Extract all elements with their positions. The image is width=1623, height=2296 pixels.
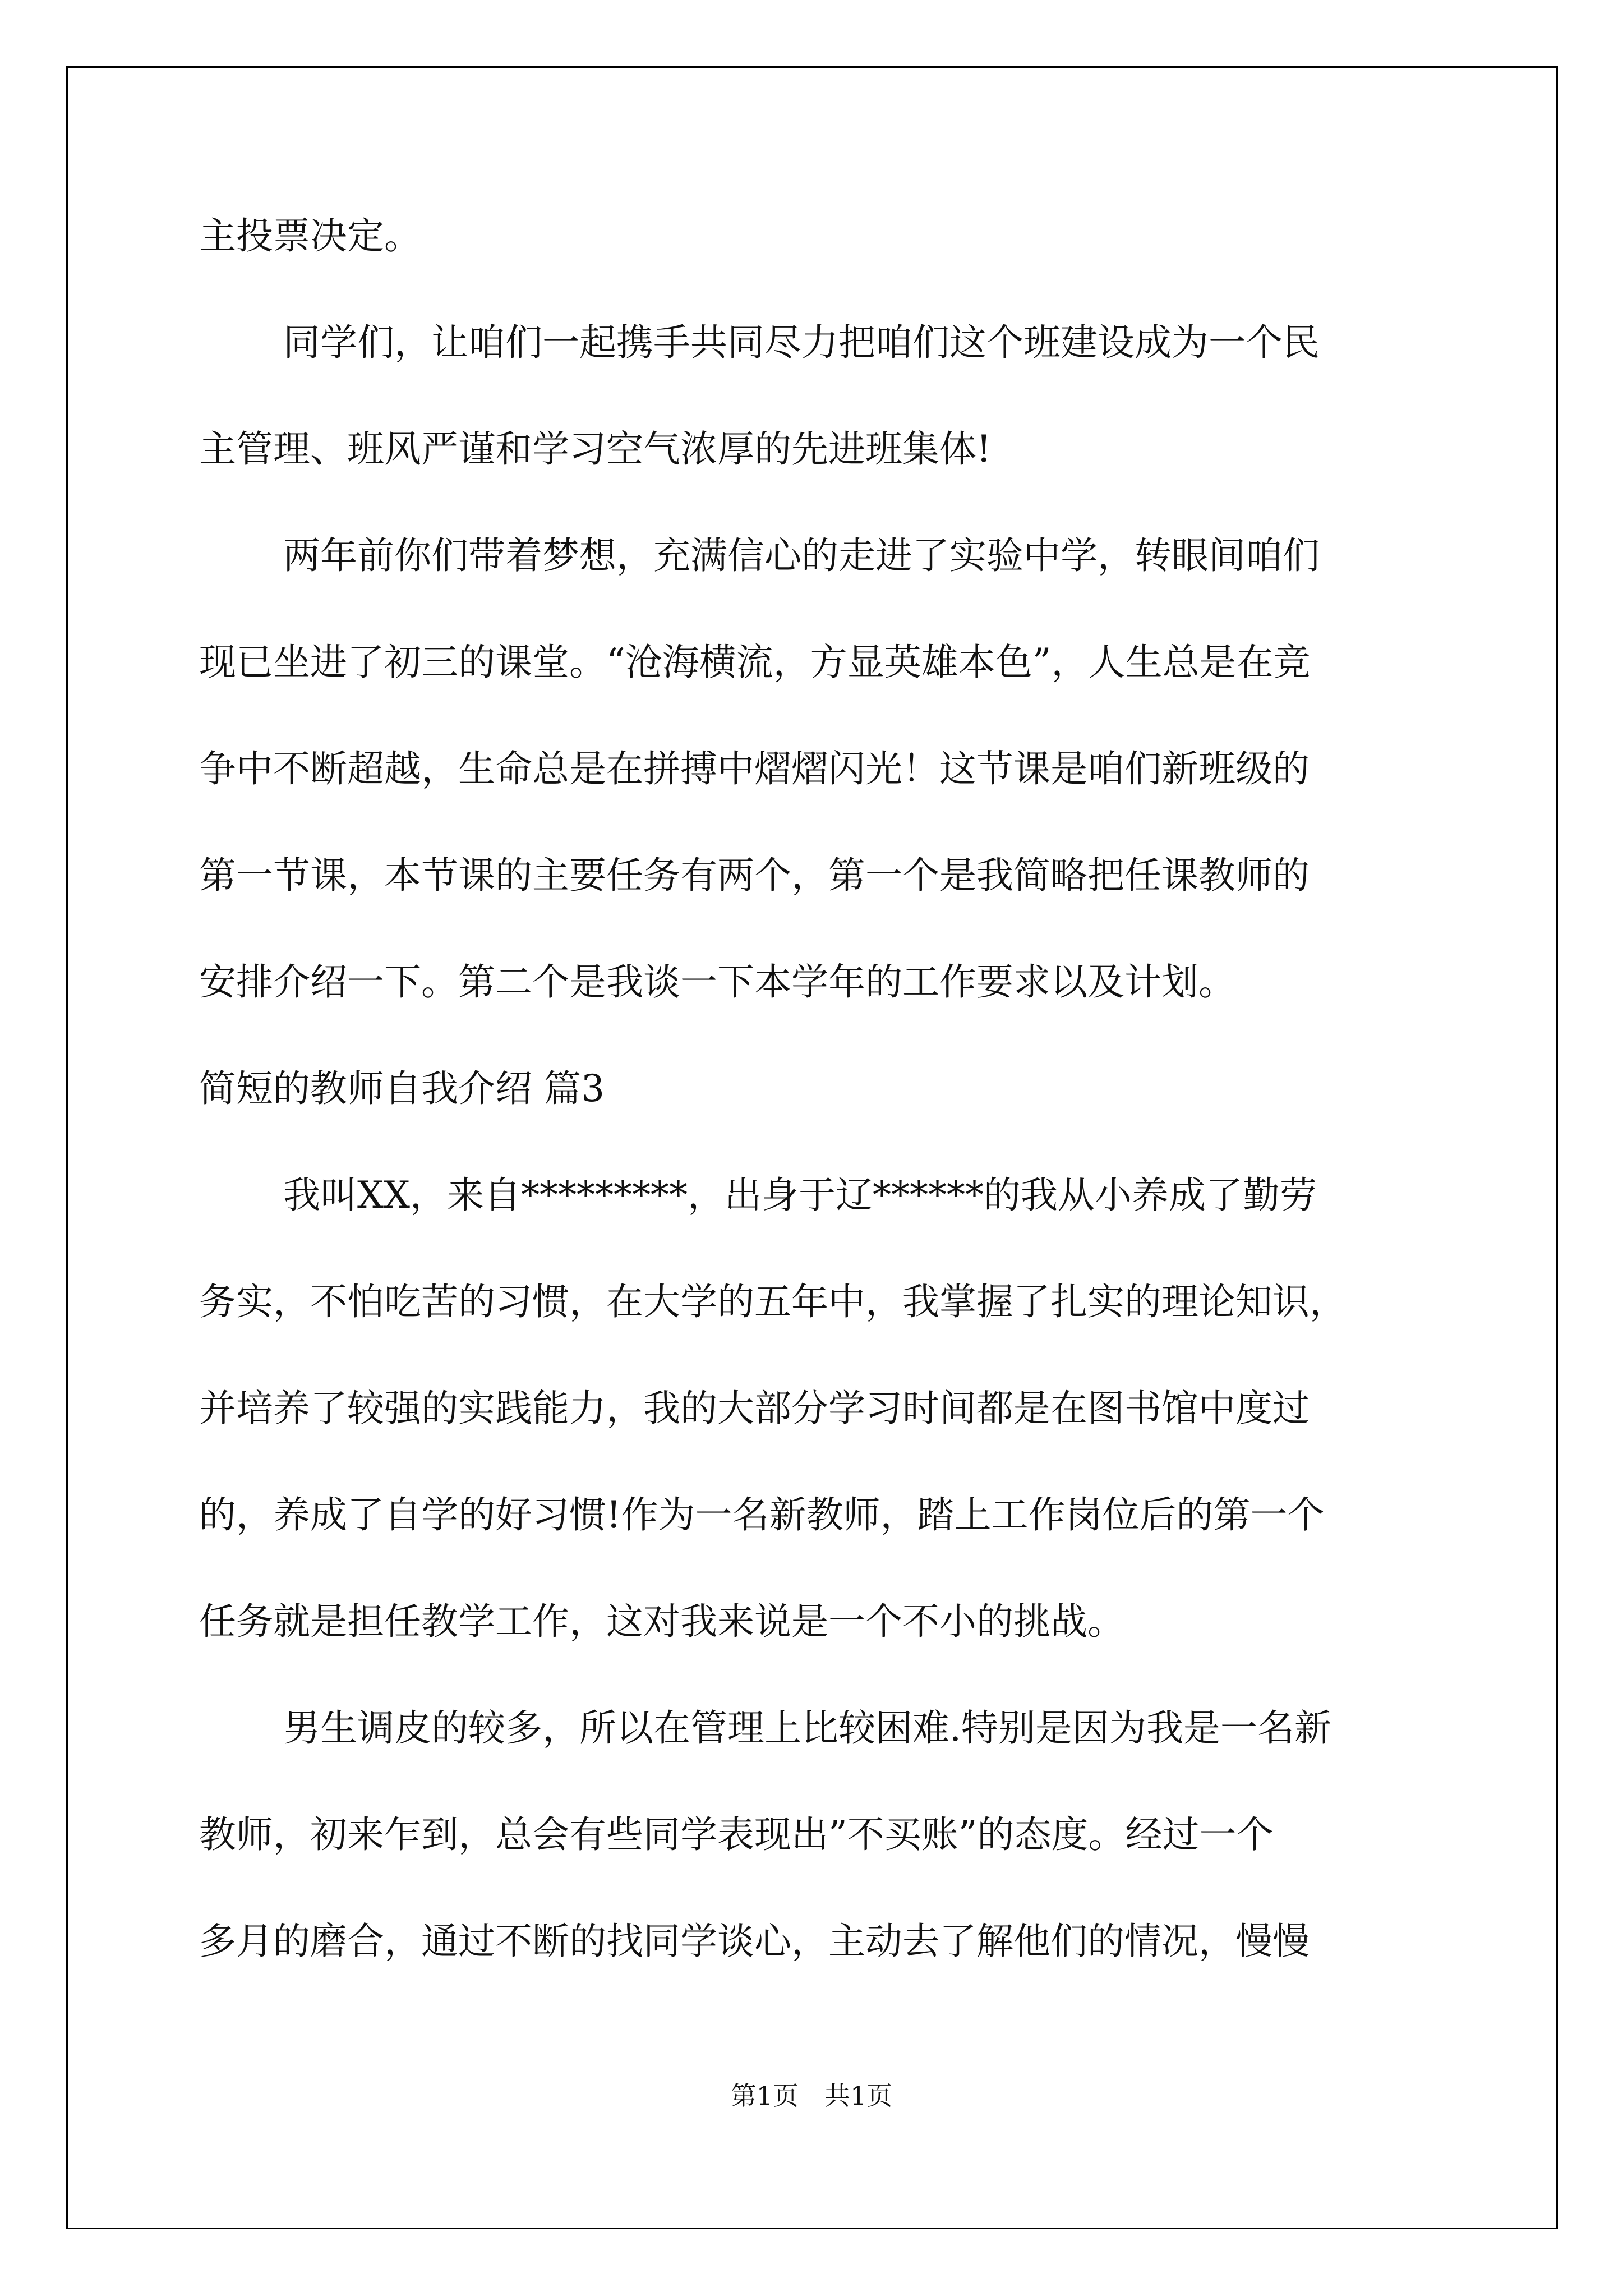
text-line: 的，养成了自学的好习惯!作为一名新教师，踏上工作岗位后的第一个 <box>199 1493 1325 1536</box>
paragraph-start: 两年前你们带着梦想，充满信心的走进了实验中学，转眼间咱们 <box>283 534 1320 577</box>
document-body <box>199 214 1433 2030</box>
text-line: 主投票决定。 <box>199 214 421 257</box>
text-line: 安排介绍一下。第二个是我谈一下本学年的工作要求以及计划。 <box>199 960 1235 1004</box>
text-line: 并培养了较强的实践能力，我的大部分学习时间都是在图书馆中度过 <box>199 1387 1310 1430</box>
page-number-footer: 第1页 共1页 <box>730 2081 893 2111</box>
text-line: 教师，初来乍到，总会有些同学表现出”不买账”的态度。经过一个 <box>199 1813 1274 1856</box>
paragraph-start: 男生调皮的较多，所以在管理上比较困难.特别是因为我是一名新 <box>283 1706 1331 1750</box>
text-line: 争中不断超越，生命总是在拼搏中熠熠闪光！这节课是咱们新班级的 <box>199 747 1310 790</box>
paragraph-start: 我叫XX，来自*********，出身于辽******的我从小养成了勤劳 <box>283 1174 1317 1217</box>
text-line: 多月的磨合，通过不断的找同学谈心，主动去了解他们的情况，慢慢 <box>199 1920 1310 1963</box>
paragraph-start: 同学们，让咱们一起携手共同尽力把咱们这个班建设成为一个民 <box>283 321 1320 364</box>
text-line: 主管理、班风严谨和学习空气浓厚的先进班集体! <box>199 427 992 471</box>
text-line: 第一节课，本节课的主要任务有两个，第一个是我简略把任课教师的 <box>199 854 1310 897</box>
text-line: 务实，不怕吃苦的习惯，在大学的五年中，我掌握了扎实的理论知识， <box>199 1280 1347 1323</box>
text-line: 任务就是担任教学工作，这对我来说是一个不小的挑战。 <box>199 1600 1124 1643</box>
text-line: 现已坐进了初三的课堂。“沧海横流，方显英雄本色”，人生总是在竞 <box>199 641 1311 684</box>
section-heading: 简短的教师自我介绍 篇3 <box>199 1067 605 1110</box>
